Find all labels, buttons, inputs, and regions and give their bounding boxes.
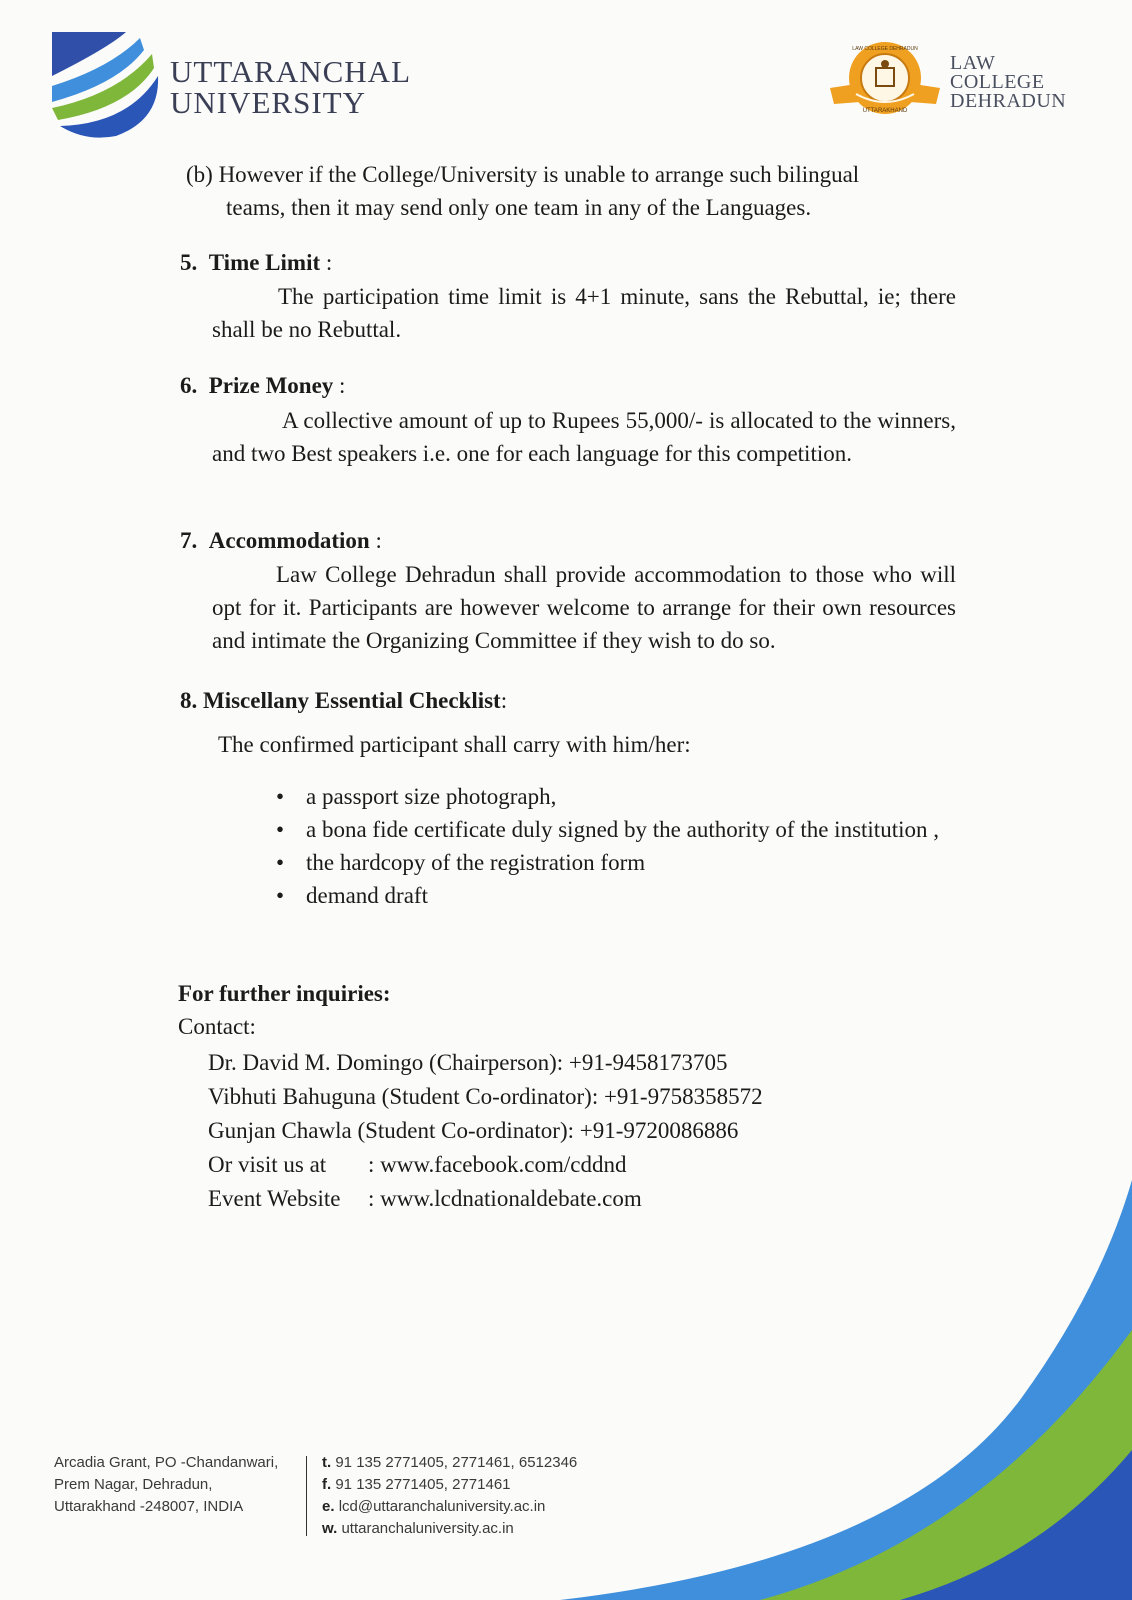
list-item: • a passport size photograph, [276,780,956,813]
visit-label: Or visit us at [208,1152,327,1177]
list-item: • a bona fide certificate duly signed by the authority of the institution , [276,813,956,846]
footer-contact [322,1452,577,1540]
address-line-2: Prem Nagar, Dehradun, [54,1476,213,1493]
university-name-line2: UNIVERSITY [170,85,366,120]
section-7-suffix: : [369,528,382,553]
event-website-link[interactable]: : www.lcdnationaldebate.com [368,1186,642,1211]
address-line-1: Arcadia Grant, PO -Chandanwari, [54,1454,279,1471]
fax-value: 91 135 2771405, 2771461 [335,1476,511,1493]
list-item: • demand draft [276,879,956,912]
section-6-title: Prize Money [208,373,334,398]
section-5-suffix: : [320,250,333,275]
contact-label: Contact: [178,1014,256,1039]
university-name-line1: UTTARANCHAL [170,54,412,89]
website-label: Event Website [208,1186,341,1211]
law-college-name-line2: COLLEGE [950,71,1045,93]
section-5-title: Time Limit [208,250,321,275]
section-7-number: 7. [180,528,198,553]
law-college-name-line3: DEHRADUN [950,90,1067,112]
email-prefix: e. [322,1498,335,1515]
inquiries-heading-text: For further inquiries: [178,981,391,1006]
section-6-body: A collective amount of up to Rupees 55,000/- is allocated to the winners, and two Best speakers i.e. one for each language for this competition. [212,408,956,466]
list-item: • the hardcopy of the registration form [276,846,956,879]
section-6-suffix: : [333,373,346,398]
section-8-number: 8. [180,688,198,713]
section-5-body: The participation time limit is 4+1 minute, sans the Rebuttal, ie; there shall be no Rebuttal. [212,284,956,342]
footer-phone [322,1452,577,1474]
contact-coordinator-1: Vibhuti Bahuguna (Student Co-ordinator): +91-9758358572 [208,1084,763,1109]
footer-divider [306,1456,307,1536]
footer-fax [322,1474,577,1496]
footer-address [54,1452,278,1518]
address-line-3: Uttarakhand -248007, INDIA [54,1498,244,1515]
section-6-number: 6. [180,373,198,398]
law-college-name-line1: LAW [950,52,996,74]
phone-value: 91 135 2771405, 2771461, 6512346 [335,1454,578,1471]
seal-bottom-text: UTTARAKHAND [862,108,908,114]
fax-prefix: f. [322,1476,332,1493]
footer-web [322,1518,577,1540]
section-7-title: Accommodation [208,528,370,553]
section-8-body: The confirmed participant shall carry with him/her: [218,732,691,757]
section-5-number: 5. [180,250,198,275]
web-prefix: w. [322,1520,338,1537]
section-7-body: Law College Dehradun shall provide accommodation to those who will opt for it. Participants are however welcome to arrange for their own resources and intimate the Organizing Committee if they wish to do so. [212,562,956,653]
facebook-link[interactable]: : www.facebook.com/cddnd [368,1152,627,1177]
email-link[interactable]: lcd@uttaranchaluniversity.ac.in [338,1498,546,1515]
seal-top-text: LAW COLLEGE DEHRADUN [852,46,918,52]
section-b-line1: (b) However if the College/University is unable to arrange such bilingual [186,162,860,187]
section-b-line2: teams, then it may send only one team in any of the Languages. [226,195,812,220]
phone-prefix: t. [322,1454,332,1471]
section-8-title: Miscellany Essential Checklist [203,688,501,713]
web-link[interactable]: uttaranchaluniversity.ac.in [341,1520,514,1537]
section-8-suffix: : [500,688,508,713]
contact-chairperson: Dr. David M. Domingo (Chairperson): +91-9458173705 [208,1050,728,1075]
footer-email [322,1496,577,1518]
contact-coordinator-2: Gunjan Chawla (Student Co-ordinator): +91-9720086886 [208,1118,739,1143]
